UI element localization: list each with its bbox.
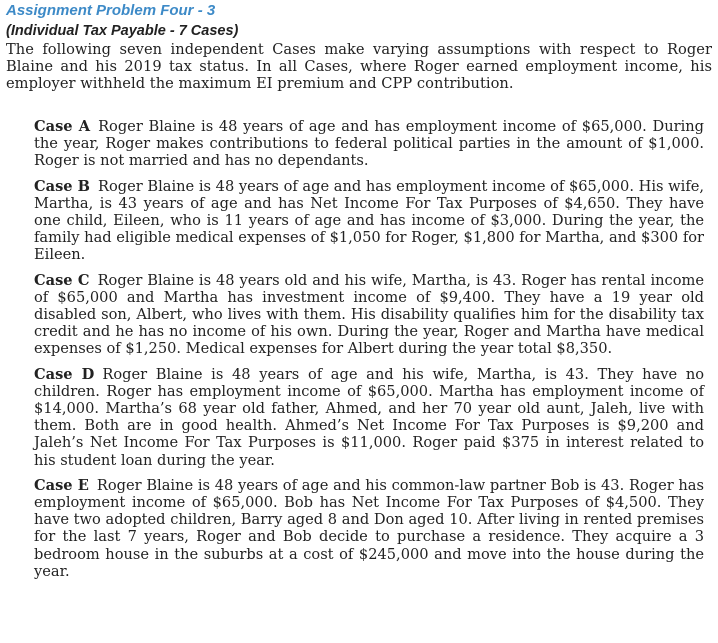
case-d (34, 366, 704, 469)
case-text: Roger Blaine is 48 years of age and has employment income of $65,000. His wife, Martha, is 43 years of age and has Net Income For Tax Purposes of $4,650. They have one child, Eileen, who is 11 years of age and has income of $3,000. During the year, the family had eligible medical expenses of $1,050 for Roger, $1,800 for Martha, and $300 for Eileen. (34, 177, 704, 264)
case-text: Roger Blaine is 48 years of age and his common-law partner Bob is 43. Roger has employment income of $65,000. Bob has Net Income For Tax Purposes of $4,500. They have two adopted children, Barry aged 8 and Don aged 10. After living in rented premises for the last 7 years, Roger and Bob decide to purchase a residence. They acquire a 3 bedroom house in the suburbs at a cost of $245,000 and move into the house during the year. (34, 476, 704, 580)
problem-title: Assignment Problem Four - 3 (6, 2, 216, 19)
case-label: Case E (34, 476, 89, 494)
case-a (34, 118, 704, 170)
case-b (34, 178, 704, 264)
case-c (34, 272, 704, 358)
case-text: Roger Blaine is 48 years of age and has employment income of $65,000. During the year, Roger makes contributions to federal political parties in the amount of $1,000. Roger is not married and has no dependants. (34, 118, 704, 170)
case-text: Roger Blaine is 48 years old and his wife, Martha, is 43. Roger has rental income of $65,000 and Martha has investment income of $9,400. They have a 19 year old disabled son, Albert, who lives with them. His disability qualifies him for the disability tax credit and he has no income of his own. During the year, Roger and Martha have medical expenses of $1,250. Medical expenses for Albert during the year total $8,350. (34, 271, 704, 358)
case-label: Case B (34, 177, 91, 195)
case-label: Case C (34, 271, 90, 289)
case-e (34, 477, 704, 580)
case-text: Roger Blaine is 48 years of age and his wife, Martha, is 43. They have no children. Roger has employment income of $65,000. Martha has employment income of $14,000. Martha’s 68 year old father, Ahmed, and her 70 year old aunt, Jaleh, live with them. Both are in good health. Ahmed’s Net Income For Tax Purposes is $9,200 and Jaleh’s Net Income For Tax Purposes is $11,000. Roger paid $375 in interest related to his student loan during the year. (34, 365, 705, 469)
case-label: Case A (34, 118, 91, 135)
case-list (34, 118, 704, 588)
case-label: Case D (34, 365, 95, 383)
problem-subtitle: (Individual Tax Payable - 7 Cases) (6, 23, 239, 39)
intro-paragraph: The following seven independent Cases make varying assumptions with respect to Roger Blaine and his 2019 tax status. In all Cases, where Roger earned employment income, his employer withheld the maximum EI premium and CPP contribution. (6, 41, 712, 93)
